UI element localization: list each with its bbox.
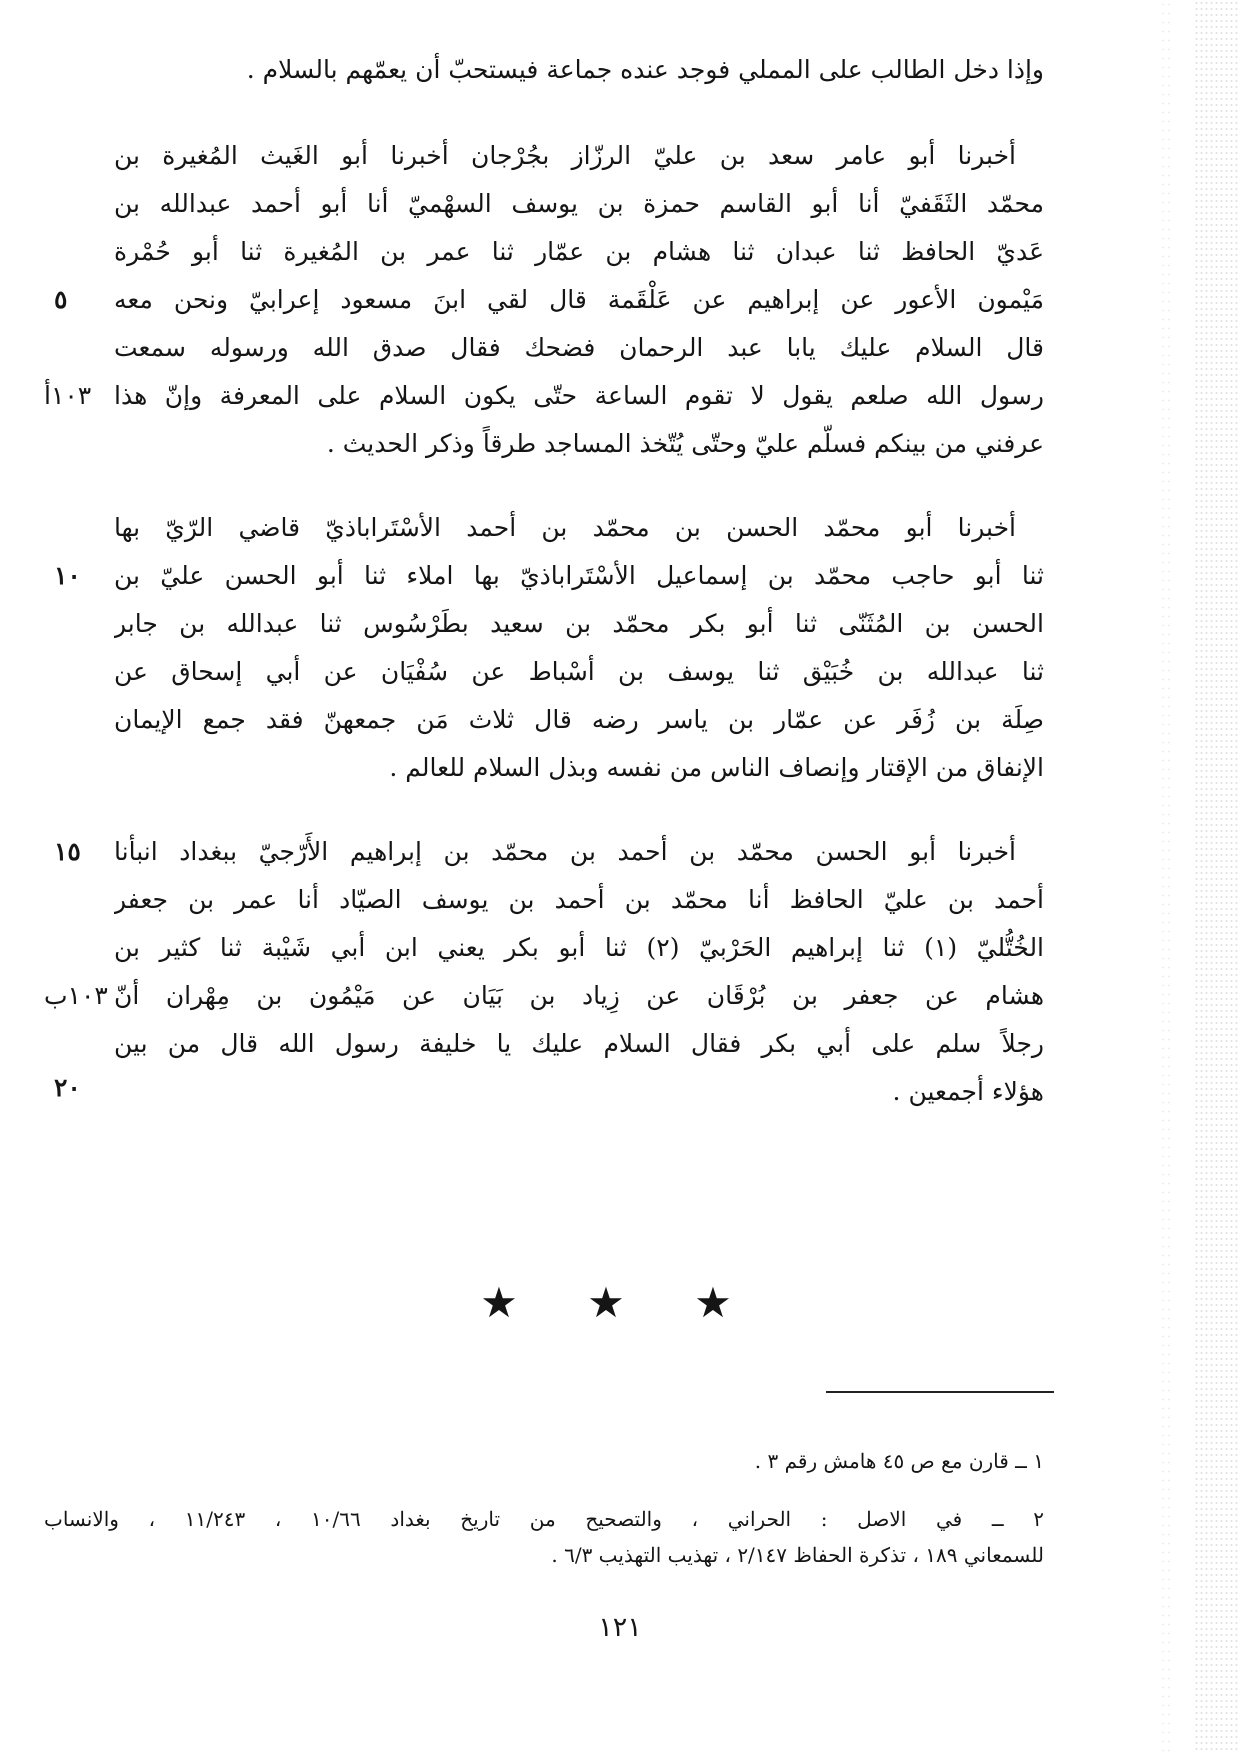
body-line: أخبرنا أبو الحسن محمّد بن أحمد بن محمّد بن إبراهيم الأَرّجيّ ببغداد انبأنا	[114, 837, 1016, 866]
body-line: مَيْمون الأعور عن إبراهيم عن عَلْقَمة قال لقي ابنَ مسعود إعرابيّ ونحن معه	[114, 285, 1044, 314]
folio-marker: ١٠٣أ	[44, 381, 92, 410]
margin-line-number: ٥	[54, 285, 68, 314]
body-line: قال السلام عليك يابا عبد الرحمان فضحك فقال صدق الله ورسوله سمعت	[114, 333, 1044, 362]
body-line: محمّد الثَقَفيّ أنا أبو القاسم حمزة بن يوسف السهْميّ أنا أبو أحمد عبدالله بن	[114, 189, 1044, 218]
body-line: صِلَة بن زُفَر عن عمّار بن ياسر رضه قال ثلاث مَن جمعهنّ فقد جمع الإيمان	[114, 705, 1044, 734]
body-line: الحسن بن المُثَنّى ثنا أبو بكر محمّد بن سعيد بطَرْسُوس ثنا عبدالله بن جابر	[114, 609, 1044, 638]
body-line: هشام عن جعفر بن بُرْقَان عن زِياد بن بَيَان عن مَيْمُون بن مِهْران أنّ	[114, 981, 1044, 1010]
body-line: رسول الله صلعم يقول لا تقوم الساعة حتّى يكون السلام على المعرفة وإنّ هذا	[114, 381, 1044, 410]
folio-marker: ١٠٣ب	[44, 981, 108, 1010]
margin-line-number: ١٥	[54, 837, 81, 866]
page-number: ١٢١	[598, 1612, 642, 1643]
body-line: الإنفاق من الإقتار وإنصاف الناس من نفسه وبذل السلام للعالم .	[389, 753, 1044, 782]
body-line: ثنا أبو حاجب محمّد بن إسماعيل الأسْتَراباذيّ بها املاء ثنا أبو الحسن عليّ بن	[114, 561, 1044, 590]
body-line: الخُتُّليّ (١) ثنا إبراهيم الحَرْبيّ (٢) ثنا أبو بكر يعني ابن أبي شَيْبة ثنا كثير بن	[114, 933, 1044, 962]
body-line: عَديّ الحافظ ثنا عبدان ثنا هشام بن عمّار ثنا عمر بن المُغيرة ثنا أبو حُمْرة	[114, 237, 1044, 266]
body-line: وإذا دخل الطالب على المملي فوجد عنده جماعة فيستحبّ أن يعمّهم بالسلام .	[246, 55, 1044, 84]
footnote-1: ١ ــ قارن مع ص ٤٥ هامش رقم ٣ .	[754, 1449, 1044, 1473]
body-line: ثنا عبدالله بن خُبَيْق ثنا يوسف بن أسْباط عن سُفْيَان عن أبي إسحاق عن	[114, 657, 1044, 686]
body-line: رجلاً سلم على أبي بكر فقال السلام عليك يا خليفة رسول الله قال من بين	[114, 1029, 1044, 1058]
footnote-2-line-2: للسمعاني ١٨٩ ، تذكرة الحفاظ ٢/١٤٧ ، تهذيب التهذيب ٦/٣ .	[551, 1543, 1044, 1567]
body-line: أخبرنا أبو عامر سعد بن عليّ الرزّاز بجُرْجان أخبرنا أبو الغَيث المُغيرة بن	[114, 141, 1016, 170]
scan-edge-speckle	[1160, 0, 1170, 1754]
margin-line-number: ١٠	[54, 561, 81, 590]
body-line: عرفني من بينكم فسلّم عليّ وحتّى يُتّخذ المساجد طرقاً وذكر الحديث .	[326, 429, 1044, 458]
footnote-2-line-1: ٢ ــ في الاصل : الحراني ، والتصحيح من تاريخ بغداد ١٠/٦٦ ، ١١/٢٤٣ ، والانساب	[44, 1507, 1044, 1531]
scan-edge-speckle	[1194, 0, 1240, 1754]
body-line: أحمد بن عليّ الحافظ أنا محمّد بن أحمد بن يوسف الصيّاد أنا عمر بن جعفر	[114, 885, 1044, 914]
body-line: هؤلاء أجمعين .	[892, 1077, 1044, 1106]
body-line: أخبرنا أبو محمّد الحسن بن محمّد بن أحمد الأسْتَراباذيّ قاضي الرّيّ بها	[114, 513, 1016, 542]
star-ornament: ★ ★ ★	[480, 1278, 760, 1327]
footnote-separator	[826, 1391, 1054, 1393]
margin-line-number: ٢٠	[54, 1073, 81, 1102]
